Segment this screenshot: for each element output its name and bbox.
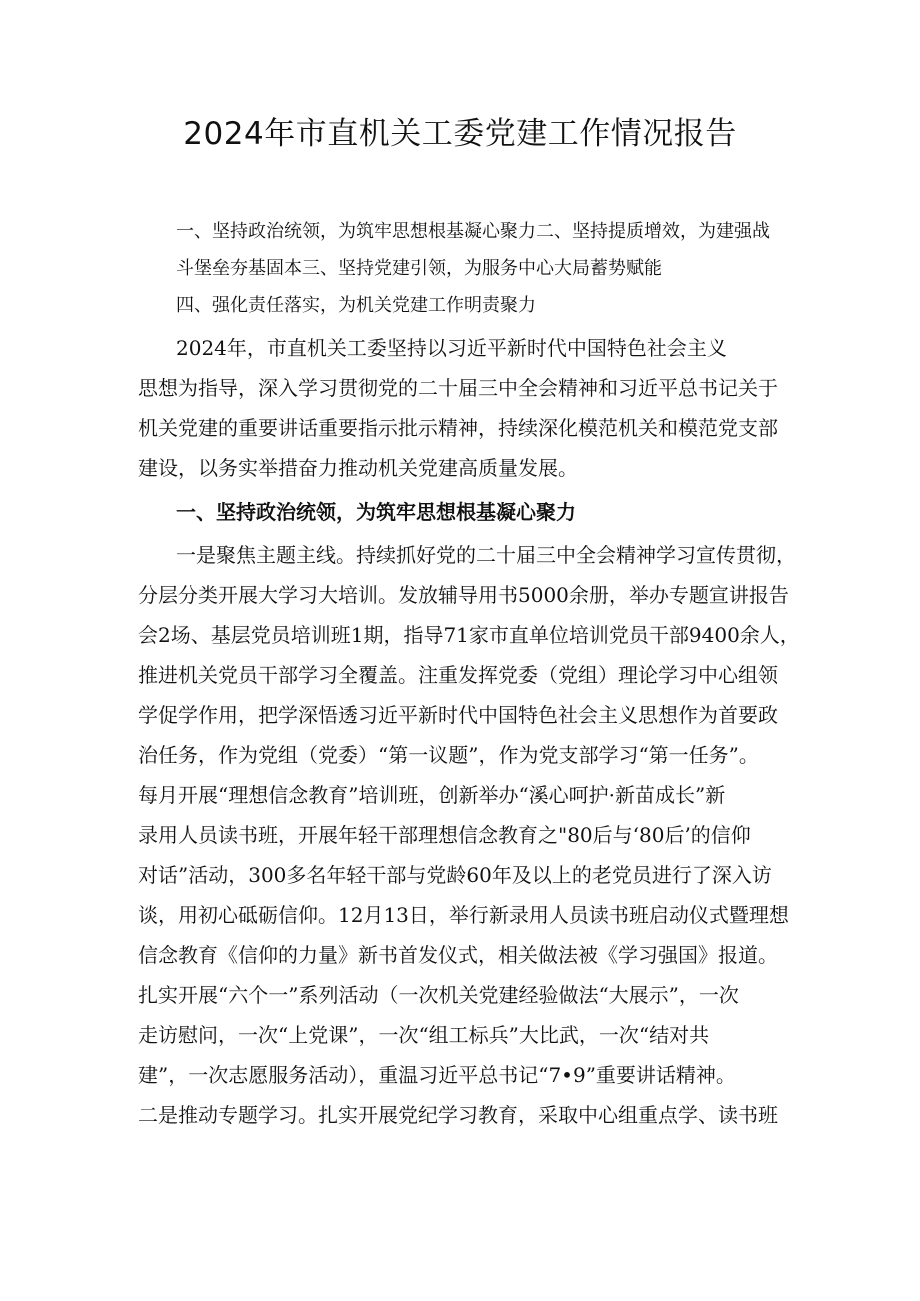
body-line-10: 谈，用初心砥砺信仰。12月13日，举行新录用人员读书班启动仪式暨理想 [138, 903, 789, 927]
body-line-1: 一是聚焦主题主线。持续抓好党的二十届三中全会精神学习宣传贯彻， [176, 543, 796, 567]
body-line-11: 信念教育《信仰的力量》新书首发仪式，相关做法被《学习强国》报道。 [138, 943, 778, 967]
body-line-2: 分层分类开展大学习大培训。发放辅导用书5000余册，举办专题宣讲报告 [138, 583, 789, 607]
body-line-13: 走访慰问，一次“上党课”，一次“组工标兵”大比武，一次“结对共 [138, 1023, 710, 1047]
body-line-4: 推进机关党员干部学习全覆盖。注重发挥党委（党组）理论学习中心组领 [138, 663, 778, 687]
body-line-8: 录用人员读书班，开展年轻干部理想信念教育之"80后与‘80后’的信仰 [138, 823, 751, 847]
body-line-7: 每月开展“理想信念教育”培训班，创新举办“溪心呵护·新苗成长”新 [138, 783, 726, 807]
intro-line-2: 思想为指导，深入学习贯彻党的二十届三中全会精神和习近平总书记关于 [138, 376, 778, 400]
document-title: 2024年市直机关工委党建工作情况报告 [183, 116, 737, 152]
intro-line-3: 机关党建的重要讲话重要指示批示精神，持续深化模范机关和模范党支部 [138, 416, 778, 440]
body-line-9: 对话”活动，300多名年轻干部与党龄60年及以上的老党员进行了深入访 [138, 863, 772, 887]
body-line-15: 二是推动专题学习。扎实开展党纪学习教育，采取中心组重点学、读书班 [138, 1103, 778, 1127]
body-line-14: 建”，一次志愿服务活动），重温习近平总书记“7•9”重要讲话精神。 [138, 1063, 736, 1087]
toc-line-3: 四、强化责任落实，为机关党建工作明责聚力 [176, 295, 536, 316]
intro-line-1: 2024年，市直机关工委坚持以习近平新时代中国特色社会主义 [176, 336, 727, 360]
toc-line-1: 一、坚持政治统领，为筑牢思想根基凝心聚力二、坚持提质增效，为建强战 [176, 221, 770, 242]
intro-line-4: 建设，以务实举措奋力推动机关党建高质量发展。 [138, 456, 578, 480]
body-line-12: 扎实开展“六个一”系列活动（一次机关党建经验做法“大展示”，一次 [138, 983, 739, 1007]
toc-line-2: 斗堡垒夯基固本三、坚持党建引领，为服务中心大局蓄势赋能 [176, 258, 662, 279]
body-line-5: 学促学作用，把学深悟透习近平新时代中国特色社会主义思想作为首要政 [138, 703, 778, 727]
body-line-3: 会2场、基层党员培训班1期，指导71家市直单位培训党员干部9400余人， [138, 623, 800, 647]
section-1-heading: 一、坚持政治统领，为筑牢思想根基凝心聚力 [176, 500, 576, 524]
body-line-6: 治任务，作为党组（党委）“第一议题”，作为党支部学习“第一任务”。 [138, 743, 759, 767]
